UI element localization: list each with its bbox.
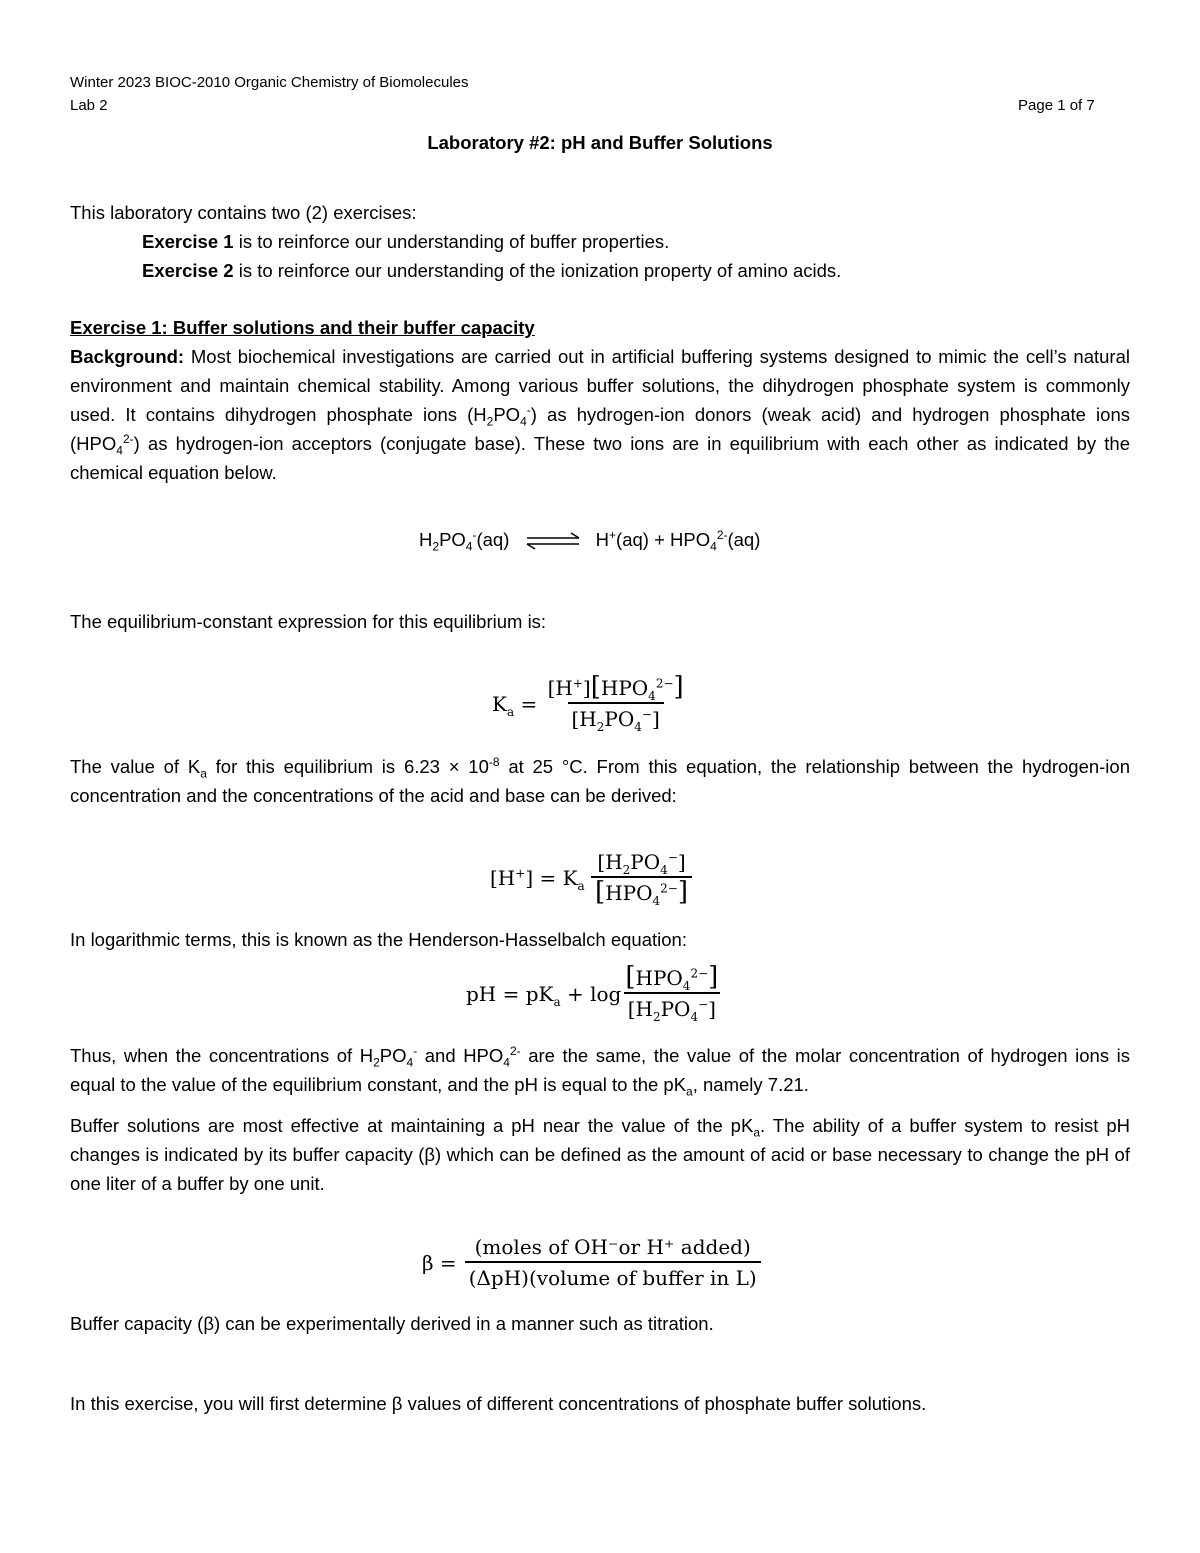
exercise-1-text: is to reinforce our understanding of buffer properties. <box>233 231 670 252</box>
equilibrium-equation: $H_2PO_4^-(aq) H^+(aq) + HPO_4^{2-}(aq)$ <box>419 527 761 554</box>
exercise-1-heading: Exercise 1: Buffer solutions and their buffer capacity <box>70 317 535 338</box>
h-ion-equation: $[H^+] = K_a$ $\frac{[H_2PO_4^-]}{[HPO_4^{2-}]}$ <box>490 850 692 905</box>
page-title: Laboratory #2: pH and Buffer Solutions <box>427 132 773 153</box>
equal-concentration-paragraph: Thus, when the concentrations of $H_2PO_4^-$ and $HPO_4^{2-}$ are the same, the value of the molar concentration of hydrogen ions is equal to the value of the equilibrium constant, and the pH is equal to the $pK_a$, namely 7.21. <box>70 1043 1130 1099</box>
titration-text: Buffer capacity (β) can be experimentally derived in a manner such as titration. <box>70 1313 714 1334</box>
page-number: Page 1 of 7 <box>1018 97 1095 114</box>
equilibrium-arrows-icon <box>521 532 585 550</box>
hh-intro: In logarithmic terms, this is known as the Henderson-Hasselbalch equation: <box>70 929 687 950</box>
intro-text: This laboratory contains two (2) exercises: <box>70 202 417 223</box>
background-paragraph: Background: Most biochemical investigations are carried out in artificial buffering systems designed to mimic the cell’s natural environment and maintain chemical stability. Among various buffer solutions, the dihydrogen phosphate system is commonly used. It contains dihydrogen phosphate ions $(H_2PO_4^-)$ as hydrogen-ion donors (weak acid) and hydrogen phosphate ions $(HPO_4^{2-})$ as hydrogen-ion acceptors (conjugate base). These two ions are in equilibrium with each other as indicated by the chemical equation below. <box>70 346 1130 483</box>
exercise-1-summary <box>142 231 669 253</box>
course-header: Winter 2023 BIOC-2010 Organic Chemistry of Biomolecules <box>70 74 469 91</box>
ka-intro: The equilibrium-constant expression for this equilibrium is: <box>70 611 547 632</box>
exercise-2-label: Exercise 2 <box>142 260 234 281</box>
final-instruction: In this exercise, you will first determine β values of different concentrations of phosphate buffer solutions. <box>70 1393 927 1414</box>
beta-equation: β = $\frac{\text{(moles of OH⁻or H⁺ added)}}{\text{(ΔpH)(volume of buffer in L)}}$ <box>422 1235 761 1290</box>
lab-label: Lab 2 <box>70 97 108 114</box>
exercise-1-label: Exercise 1 <box>142 231 234 252</box>
henderson-hasselbalch-equation: pH = $pK_a + \log$ $\frac{[HPO_4^{2-}]}{[H_2PO_4^-]}$ <box>466 962 719 1024</box>
buffer-capacity-paragraph: Buffer solutions are most effective at maintaining a pH near the value of the $pK_a$. The ability of a buffer system to resist pH changes is indicated by its buffer capacity (β) which can be defined as the amount of acid or base necessary to change the pH of one liter of a buffer by one unit. <box>70 1115 1130 1194</box>
ka-equation: $K_a$ = $\frac{[H^+][HPO_4^{2-}]}{[H_2PO_4^-]}$ <box>492 672 684 734</box>
ka-value-paragraph: The value of $K_a$ for this equilibrium is $6.23 \times 10^{-8}$ at 25 °C. From this equation, the relationship between the hydrogen-ion concentration and the concentrations of the acid and base can be derived: <box>70 754 1130 806</box>
background-label: Background: <box>70 346 185 367</box>
exercise-2-text: is to reinforce our understanding of the ionization property of amino acids. <box>233 260 842 281</box>
exercise-2-summary <box>142 260 841 282</box>
